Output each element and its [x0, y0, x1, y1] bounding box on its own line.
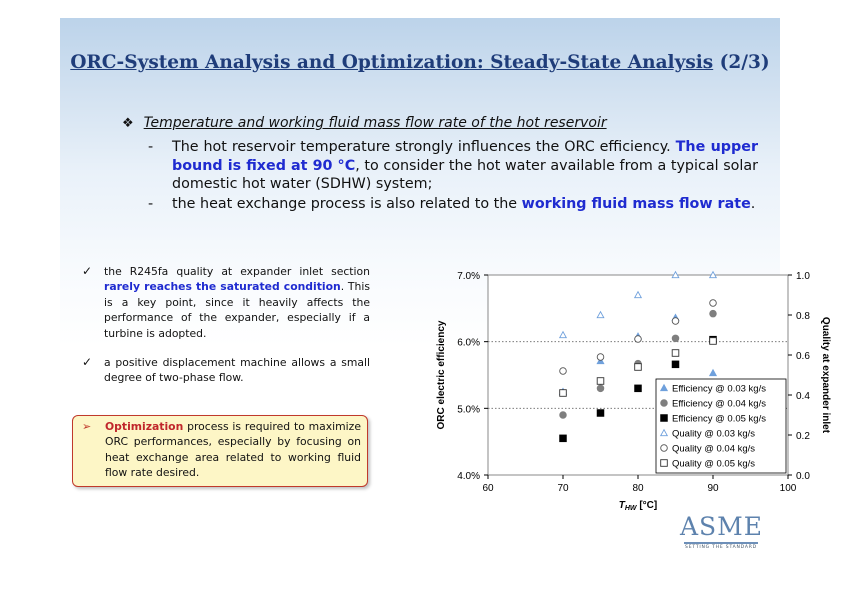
data-point-s4: [635, 336, 642, 343]
bullet-item: [146, 195, 758, 214]
y2-tick-label: 0.0: [796, 471, 810, 482]
note-text: a positive displacement machine allows a small degree of two-phase flow.: [104, 356, 370, 385]
x-tick-label: 90: [707, 483, 719, 494]
x-tick-label: 60: [482, 483, 494, 494]
data-point-s5: [710, 338, 717, 345]
logo-word: ASME: [680, 512, 764, 541]
y2-tick-label: 0.4: [796, 391, 810, 402]
y-tick-label: 6.0%: [457, 337, 480, 349]
checkmark-icon: ✓: [82, 264, 93, 278]
legend-entry: Quality @ 0.03 kg/s: [672, 428, 756, 440]
data-point-s4: [710, 300, 717, 307]
bullet-highlight: The upper bound is fixed at 90 °C: [172, 139, 759, 174]
data-point-s5: [560, 390, 567, 397]
data-point-s4: [597, 354, 604, 361]
slide: [60, 18, 831, 566]
data-point-s1: [672, 335, 679, 342]
bullet-highlight: working fluid mass flow rate: [521, 195, 751, 212]
legend-marker: [661, 460, 668, 467]
y2-axis-label: Quality at expander inlet: [820, 316, 831, 434]
x-tick-label: 80: [632, 483, 644, 494]
data-point-s2: [672, 361, 679, 368]
legend-entry: Efficiency @ 0.05 kg/s: [672, 413, 766, 425]
x-axis-label: $T_{HW}$ [°C]: [618, 500, 658, 512]
checkmark-icon: ✓: [82, 355, 93, 370]
data-point-s1: [710, 310, 717, 317]
legend-entry: Quality @ 0.04 kg/s: [672, 443, 756, 455]
diamond-bullet-icon: ❖: [122, 116, 134, 131]
title-main: ORC-System Analysis and Optimization: Steady-State Analysis: [70, 52, 714, 73]
optimization-body: process is required to maximize ORC performances, especially by focusing on heat exchange area related to working fluid flow rate desired.: [105, 420, 361, 480]
bullet-text: , to consider the hot water available from a typical solar domestic hot water (SDHW) system;: [172, 157, 758, 192]
efficiency-quality-chart: [376, 246, 831, 512]
data-point-s5: [635, 364, 642, 371]
bullet-text: the heat exchange process is also related to the: [172, 195, 518, 212]
x-tick-label: 100: [779, 483, 797, 494]
note-item: [82, 264, 370, 341]
data-point-s5: [597, 378, 604, 385]
note-text: . This is a key point, since it heavily affects the performance of the expander, especially if a turbine is adopted.: [104, 280, 370, 340]
data-point-s2: [597, 410, 604, 417]
section-heading-text: Temperature and working fluid mass flow rate of the hot reservoir: [143, 115, 607, 131]
dash-bullet: -: [148, 195, 154, 212]
title-part: (2/3): [719, 52, 770, 73]
bullet-text: .: [750, 195, 756, 212]
optimization-text: [105, 419, 361, 481]
y2-tick-label: 0.8: [796, 311, 810, 322]
legend-marker: [661, 415, 668, 422]
bullet-item: [146, 138, 758, 194]
data-point-s1: [597, 385, 604, 392]
y2-tick-label: 0.2: [796, 431, 810, 442]
data-point-s1: [560, 412, 567, 419]
y2-tick-label: 1.0: [796, 271, 810, 282]
legend-marker: [661, 400, 668, 407]
y-tick-label: 5.0%: [457, 404, 480, 416]
note-text: the R245fa quality at expander inlet section: [104, 265, 370, 278]
dash-bullet: -: [148, 139, 154, 155]
bullet-list: [146, 138, 758, 214]
asme-logo: [680, 514, 762, 550]
legend-entry: Quality @ 0.05 kg/s: [672, 458, 756, 470]
note-item: [82, 355, 370, 386]
optimization-callout: [72, 415, 368, 487]
note-highlight: rarely reaches the saturated condition: [104, 280, 341, 294]
notes-list: [82, 264, 370, 400]
data-point-s4: [560, 368, 567, 375]
optimization-highlight: Optimization: [105, 420, 184, 433]
logo-tagline: SETTING THE STANDARD: [685, 545, 757, 550]
x-tick-label: 70: [557, 483, 569, 494]
legend-marker: [661, 445, 668, 452]
y2-tick-label: 0.6: [796, 351, 810, 362]
y-tick-label: 4.0%: [457, 471, 480, 482]
data-point-s2: [635, 385, 642, 392]
data-point-s5: [672, 350, 679, 357]
section-heading: [122, 115, 607, 131]
y-tick-label: 7.0%: [457, 271, 480, 282]
legend-entry: Efficiency @ 0.03 kg/s: [672, 383, 766, 395]
arrow-bullet-icon: ➢: [82, 420, 92, 433]
logo-divider: [684, 542, 758, 544]
data-point-s4: [672, 318, 679, 325]
slide-title: [60, 52, 780, 73]
y-axis-label: ORC electric efficiency: [436, 320, 447, 430]
legend-entry: Efficiency @ 0.04 kg/s: [672, 398, 766, 410]
data-point-s2: [560, 435, 567, 442]
bullet-text: The hot reservoir temperature strongly influences the ORC efficiency.: [172, 139, 671, 155]
